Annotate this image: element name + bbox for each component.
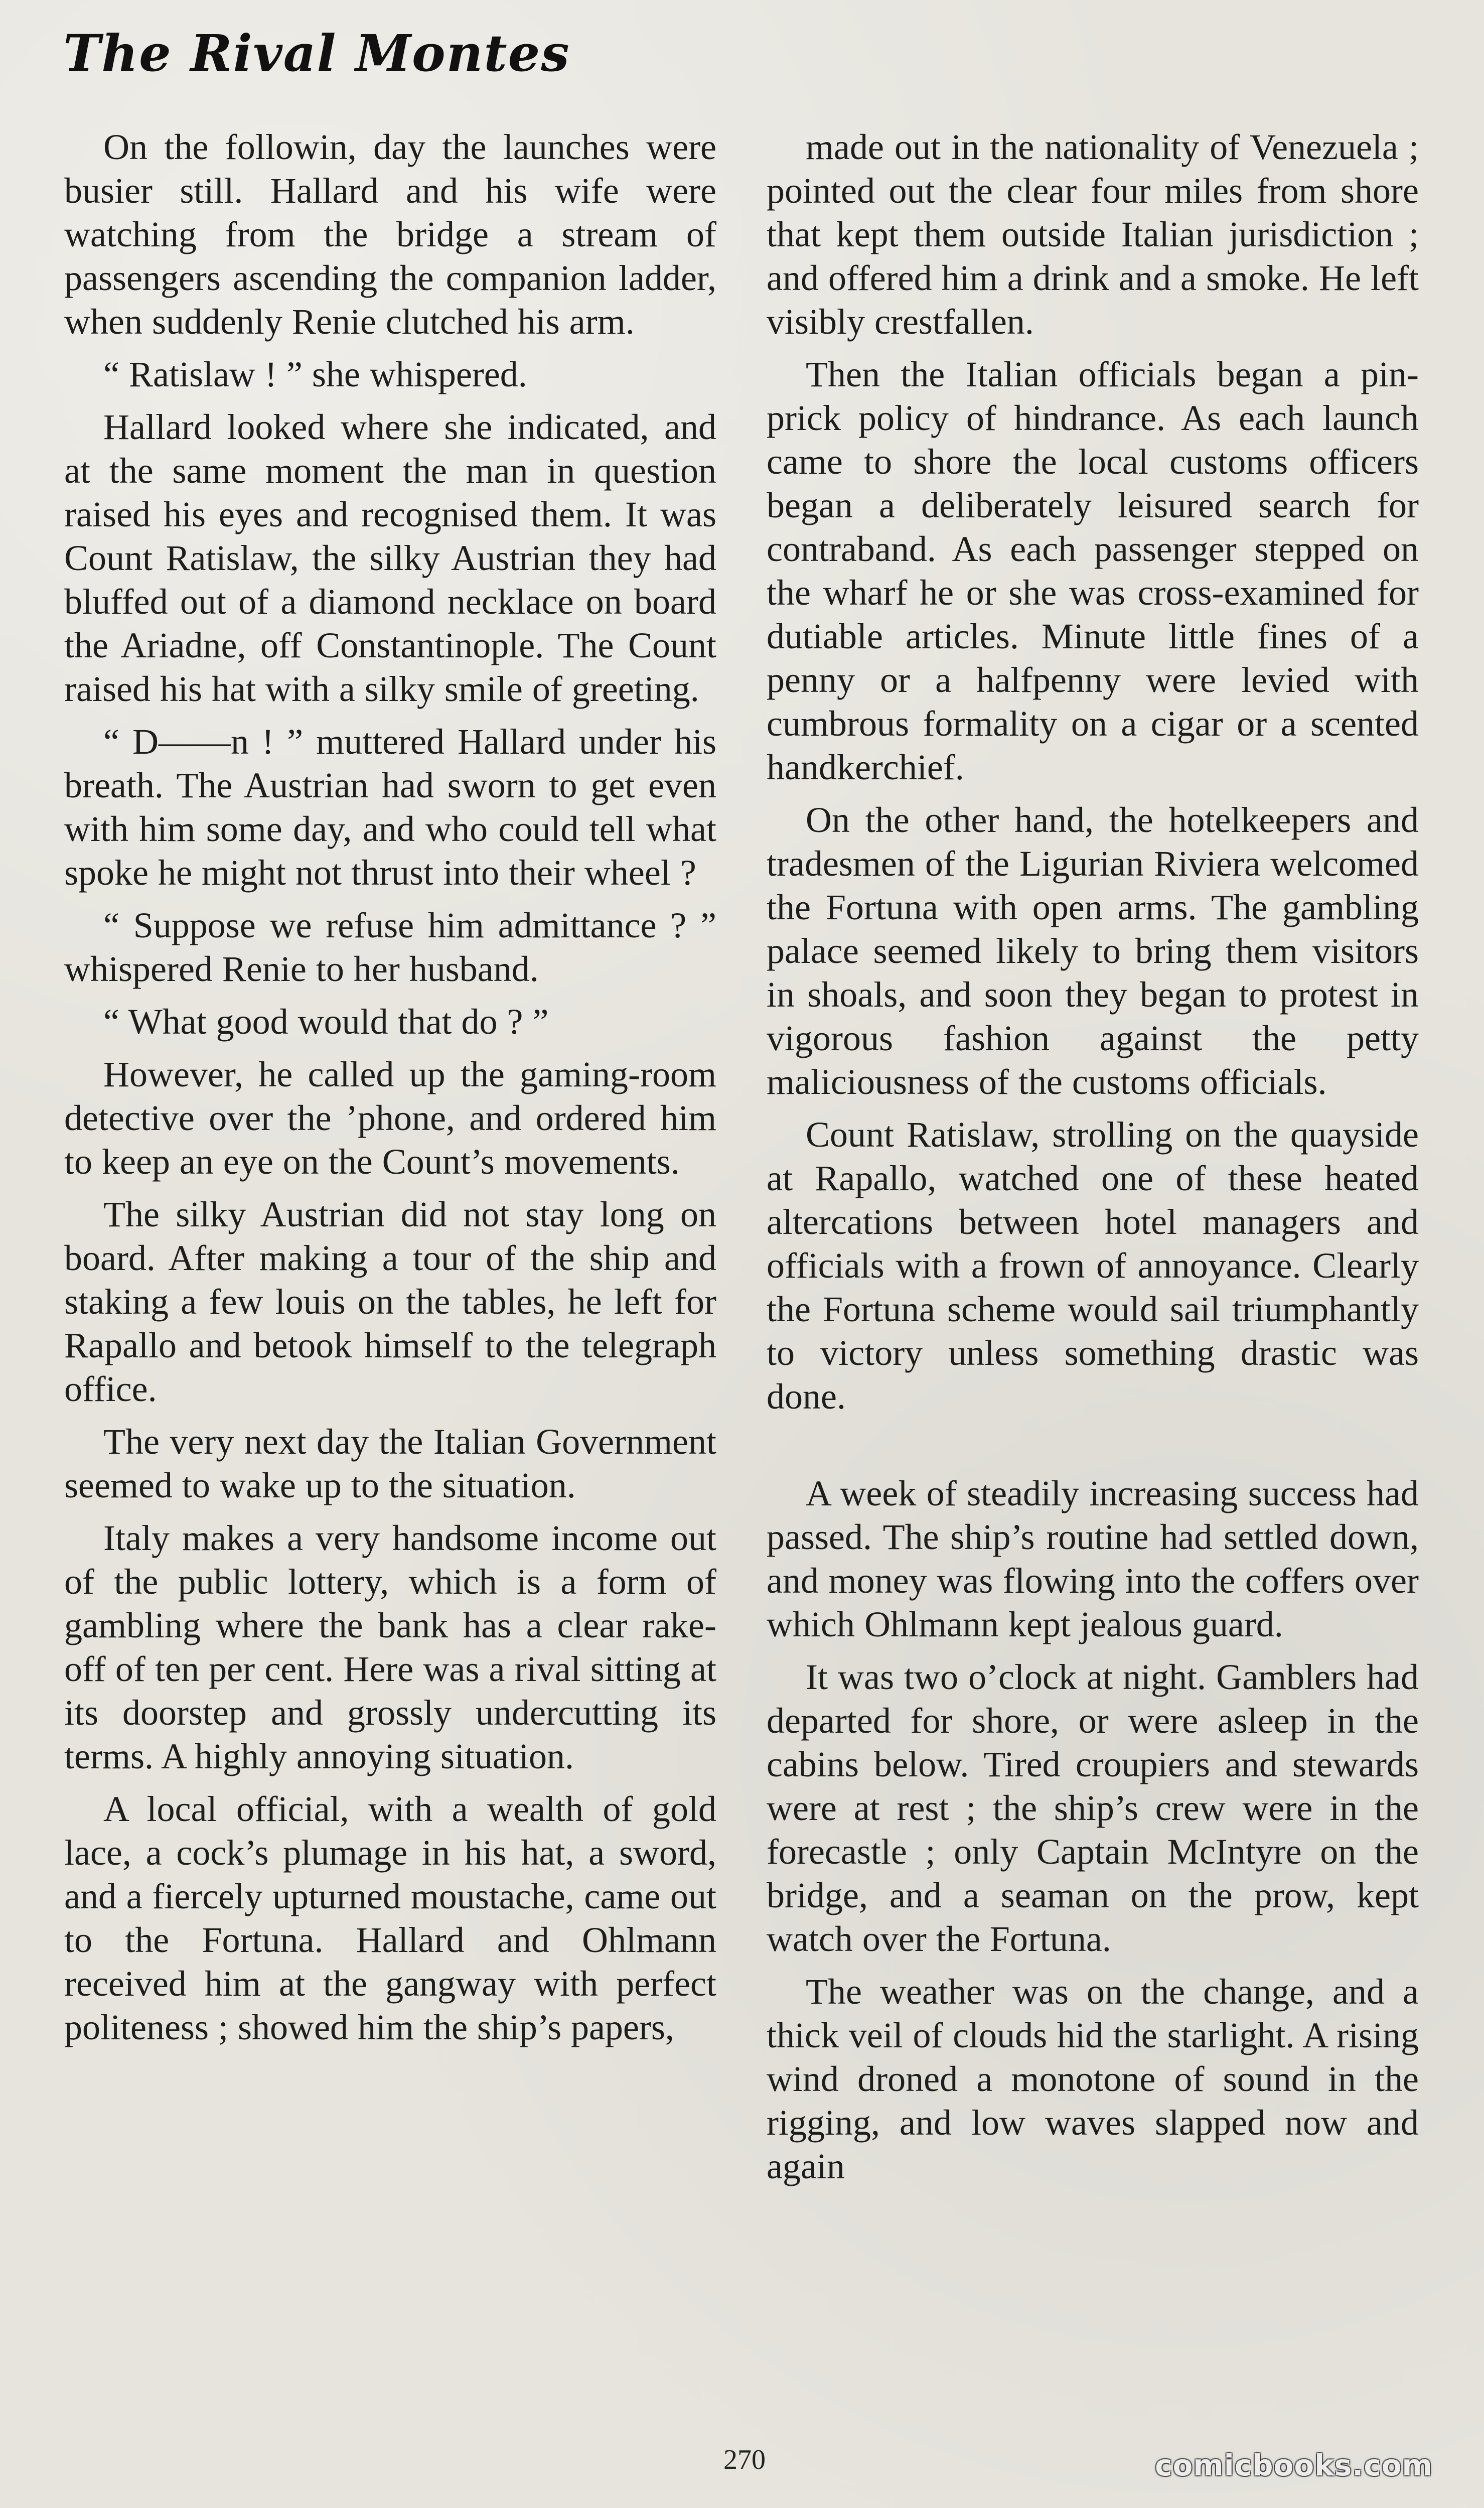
paragraph-right-1: made out in the nationality of Venezuela ; pointed out the clear four miles from shore that kept them outside Italian jurisdiction ; and offered him a drink and a smoke. He left visibly crestfallen. <box>767 127 1419 342</box>
paragraph-right-6: It was two o’clock at night. Gamblers had departed for shore, or were asleep in the cabins below. Tired croupiers and stewards were at rest ; the ship’s crew were in the forecastle ; only Captain McIntyre on the bridge, and a seaman on the prow, kept watch over the Fortuna. <box>767 1657 1419 1959</box>
page-title: The Rival Montes <box>63 24 570 83</box>
paragraph-right-2: Then the Italian officials began a pin-prick policy of hindrance. As each launch came to shore the local customs officers began a deliberately leisured search for contraband. As each passenger stepped on the wharf he or she was cross-examined for dutiable articles. Minute little fines of a penny or a halfpenny were levied with cumbrous formality on a cigar or a scented handkerchief. <box>767 354 1419 787</box>
paragraph-left-8: The silky Austrian did not stay long on board. After making a tour of the ship and staking a few louis on the tables, he left for Rapallo and betook himself to the telegraph office. <box>64 1194 716 1409</box>
paragraph-left-11: A local official, with a wealth of gold lace, a cock’s plumage in his hat, a sword, and a fiercely upturned moustache, came out to the Fortuna. Hallard and Ohlmann received him at the gangway with perfect politeness ; showed him the ship’s papers, <box>64 1789 716 2047</box>
paragraph-left-4: “ D——n ! ” muttered Hallard under his breath. The Austrian had sworn to get even with him some day, and who could tell what spoke he might not thrust into their wheel ? <box>64 722 716 893</box>
section-break <box>767 1428 1419 1472</box>
right-text-column <box>767 125 1419 2394</box>
paragraph-right-5: A week of steadily increasing success had passed. The ship’s routine had settled down, and money was flowing into the coffers over which Ohlmann kept jealous guard. <box>767 1473 1419 1644</box>
paragraph-right-7: The weather was on the change, and a thick veil of clouds hid the starlight. A rising wind droned a monotone of sound in the rigging, and low waves slapped now and again <box>767 1972 1419 2186</box>
page-number: 270 <box>723 2444 766 2475</box>
paragraph-left-9: The very next day the Italian Government seemed to wake up to the situation. <box>64 1422 716 1505</box>
paragraph-left-2: “ Ratislaw ! ” she whispered. <box>103 354 527 394</box>
paragraph-left-5: “ Suppose we refuse him admittance ? ” whispered Renie to her husband. <box>64 905 716 989</box>
left-text-column <box>64 125 716 2394</box>
paragraph-left-3: Hallard looked where she indicated, and at the same moment the man in question raised his eyes and recognised them. It was Count Ratislaw, the silky Austrian they had bluffed out of a diamond necklace on board the Ariadne, off Constantinople. The Count raised his hat with a silky smile of greeting. <box>64 407 716 709</box>
paragraph-left-10: Italy makes a very handsome income out of the public lottery, which is a form of gambling where the bank has a clear rake-off of ten per cent. Here was a rival sitting at its doorstep and grossly undercutting its terms. A highly annoying situation. <box>64 1518 716 1776</box>
paragraph-right-3: On the other hand, the hotelkeepers and tradesmen of the Ligurian Riviera welcomed the Fortuna with open arms. The gambling palace seemed likely to bring them visitors in shoals, and soon they began to protest in vigorous fashion against the petty maliciousness of the customs officials. <box>767 800 1419 1102</box>
paragraph-left-1: On the followin, day the launches were busier still. Hallard and his wife were watching from the bridge a stream of passengers ascending the companion ladder, when suddenly Renie clutched his arm. <box>64 127 716 342</box>
paragraph-left-6: “ What good would that do ? ” <box>103 1002 549 1042</box>
watermark-text: comicbooks.com <box>1155 2448 1433 2482</box>
paragraph-left-7: However, he called up the gaming-room detective over the ’phone, and ordered him to keep an eye on the Count’s movements. <box>64 1054 716 1182</box>
paragraph-right-4: Count Ratislaw, strolling on the quayside at Rapallo, watched one of these heated altercations between hotel managers and officials with a frown of annoyance. Clearly the Fortuna scheme would sail triumphantly to victory unless something drastic was done. <box>767 1114 1419 1417</box>
